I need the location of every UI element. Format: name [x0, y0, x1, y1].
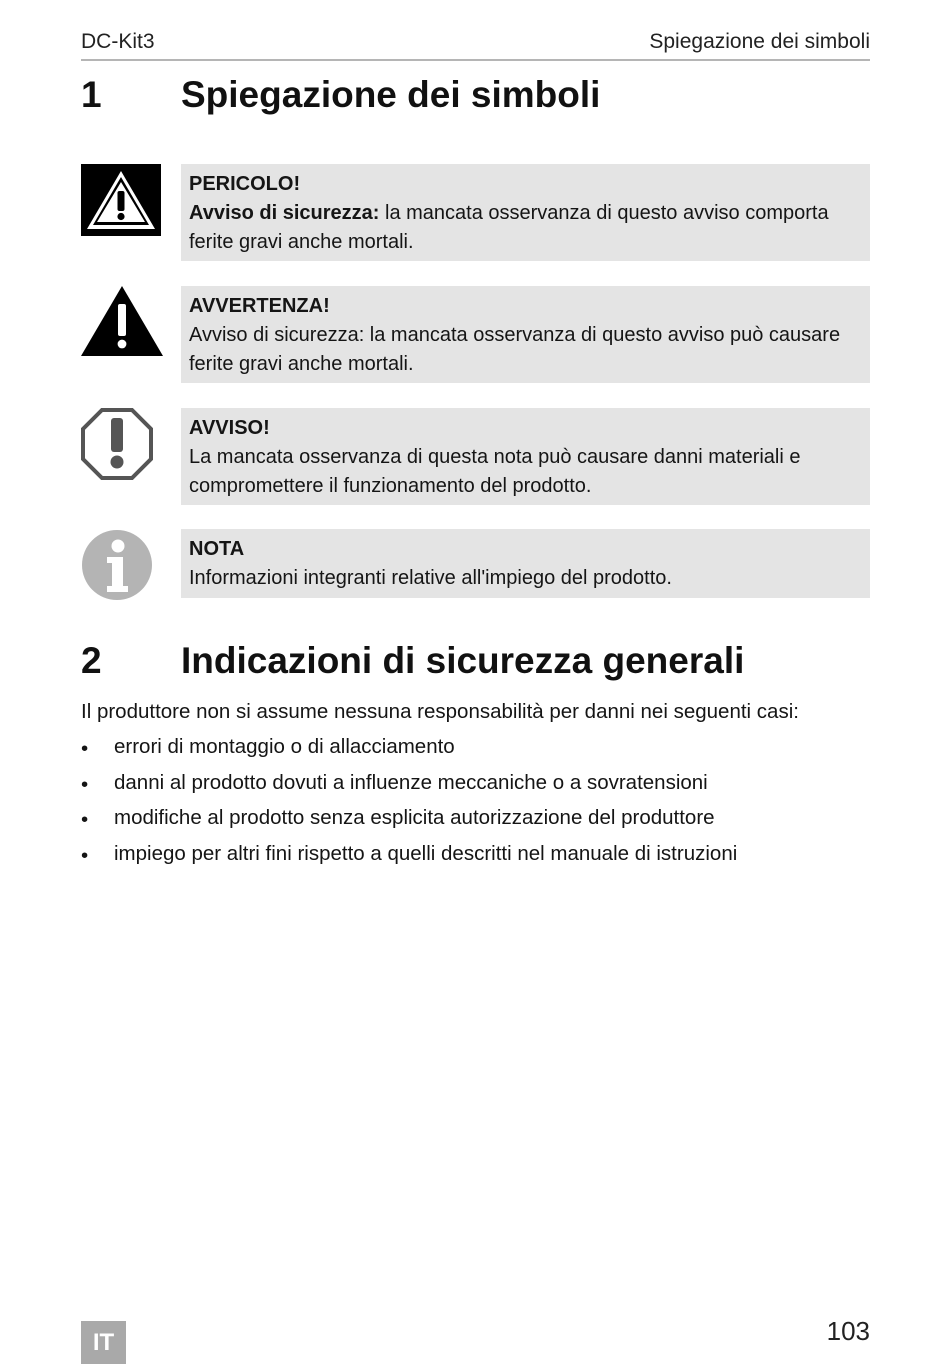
- list-item-text: errori di montaggio o di allacciamento: [114, 735, 455, 758]
- symbol-caution: [81, 408, 870, 505]
- bullet-marker: •: [81, 808, 89, 831]
- symbol-warning: [81, 286, 870, 383]
- warning-triangle-icon: [81, 286, 163, 363]
- danger-note-box: [181, 164, 870, 261]
- warning-label: AVVERTENZA!: [189, 295, 330, 317]
- caution-octagon-icon: [81, 408, 153, 485]
- section-2-title: Indicazioni di sicurezza generali: [181, 640, 745, 681]
- list-item-text: impiego per altri fini rispetto a quelli descritti nel manuale di istruzioni: [114, 841, 738, 865]
- info-label: NOTA: [189, 538, 245, 560]
- caution-label: AVVISO!: [189, 417, 270, 439]
- warning-note-box: [181, 286, 870, 383]
- list-item-text: danni al prodotto dovuti a influenze meccaniche o a sovratensioni: [114, 770, 708, 794]
- symbol-info: [81, 529, 870, 599]
- list-item-text: modifiche al prodotto senza esplicita autorizzazione del produttore: [114, 806, 715, 829]
- warning-text: Avviso di sicurezza: la mancata osservanza di questo avviso può causare ferite gravi anche mortali.: [189, 324, 841, 375]
- danger-text: la mancata osservanza di questo avviso comporta ferite gravi anche mortali.: [189, 202, 829, 253]
- info-circle-icon: [81, 529, 153, 606]
- info-note-box: [181, 529, 870, 598]
- section-2-number: 2: [81, 640, 102, 681]
- caution-text: La mancata osservanza di questa nota può causare danni materiali e compromettere il funzionamento del prodotto.: [189, 446, 801, 497]
- danger-label: PERICOLO!: [189, 173, 301, 195]
- section-2-intro: Il produttore non si assume nessuna responsabilità per danni nei seguenti casi:: [81, 700, 799, 723]
- language-tab: IT: [81, 1321, 126, 1364]
- running-section-title: Spiegazione dei simboli: [649, 30, 870, 53]
- bullet-marker: •: [81, 737, 89, 760]
- header-divider: [81, 59, 870, 61]
- bullet-marker: •: [81, 843, 89, 867]
- section-1-title: Spiegazione dei simboli: [181, 74, 601, 115]
- danger-warning-triangle-icon: [81, 164, 161, 241]
- section-1-number: 1: [81, 74, 102, 115]
- info-text: Informazioni integranti relative all'impiego del prodotto.: [189, 567, 672, 589]
- bullet-marker: •: [81, 772, 89, 796]
- symbol-danger: [81, 164, 870, 261]
- danger-lead: Avviso di sicurezza:: [189, 202, 380, 224]
- page-number: 103: [826, 1316, 870, 1346]
- document-title: DC-Kit3: [81, 30, 155, 53]
- caution-note-box: [181, 408, 870, 505]
